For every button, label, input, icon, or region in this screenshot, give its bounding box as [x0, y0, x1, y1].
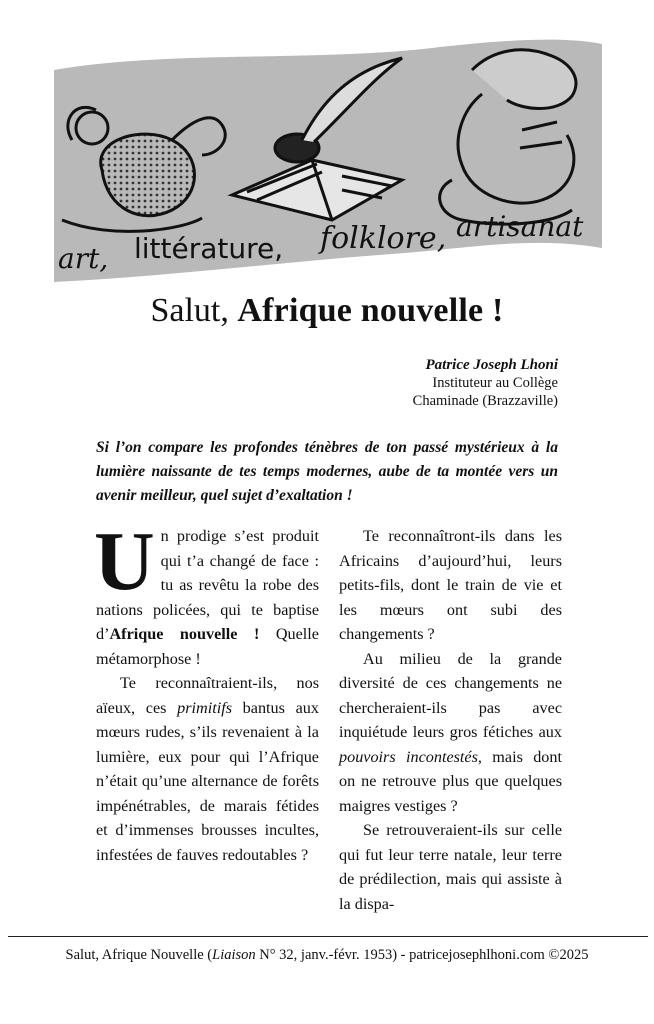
- footer-journal: Liaison: [212, 947, 256, 963]
- banner-word-folklore: folklore,: [320, 221, 447, 256]
- paragraph-4: [339, 647, 562, 819]
- article-body: [94, 515, 562, 924]
- paragraph-3: Te reconnaîtront-ils dans les Africains d’aujourd’hui, leurs petits-fils, dont le train de vie et les mœurs ont subi des changements ?: [339, 527, 562, 643]
- paragraph-2-end: bantus aux mœurs rudes, s’ils revenaient à la lumière, eux pour qui l’Afrique n’était qu’une alternance de forêts impénétrables, de marais fétides et d’immenses brousses incultes, infestées de fauves redoutables ?: [96, 698, 319, 864]
- footer-source: N° 32, janv.-févr. 1953) - patricejosephlhoni.com ©2025: [255, 947, 589, 963]
- paragraph-1-bold: Afrique nouvelle !: [109, 625, 260, 643]
- title-greeting: Salut,: [150, 292, 229, 329]
- paragraph-2-text: Te reconnaîtraient-ils, nos aïeux, ces: [96, 674, 319, 717]
- column-left: [94, 515, 319, 924]
- article-title: [0, 288, 654, 334]
- drop-cap: U: [94, 515, 155, 608]
- author-block: [413, 356, 558, 410]
- paragraph-1: [94, 515, 319, 671]
- banner-illustration: [52, 30, 604, 286]
- banner-word-litterature: littérature,: [134, 232, 284, 265]
- paragraph-1-end: Quelle métamorphose !: [96, 625, 319, 668]
- author-name: Patrice Joseph Lhoni: [425, 357, 558, 373]
- paragraph-4-text: Au milieu de la grande diversité de ces changements ne chercheraient-ils pas avec inquiétude leurs gros fétiches aux: [339, 649, 562, 741]
- header-banner: [52, 30, 604, 286]
- paragraph-1-text: n prodige s’est produit qui t’a changé de face : tu as revêtu la robe des nations policées, qui te baptise d’: [96, 527, 319, 643]
- paragraph-4-italic: pouvoirs incontestés: [339, 747, 478, 766]
- column-right: [339, 524, 562, 924]
- paragraph-4-end: , mais dont on ne retrouve plus que quelques maigres vestiges ?: [339, 747, 562, 815]
- author-role-2: Chaminade (Brazzaville): [412, 393, 558, 409]
- footer-text: Salut, Afrique Nouvelle (: [65, 947, 213, 963]
- paragraph-2: [96, 671, 319, 867]
- footer-divider: [8, 936, 648, 937]
- paragraph-5: Se retrouveraient-ils sur celle qui fut leur terre natale, leur terre de prédilection, mais qui assiste à la dispa-: [339, 821, 562, 913]
- paragraph-2-italic: primitifs: [177, 698, 232, 717]
- footer-citation: [0, 946, 654, 964]
- intro-paragraph: Si l’on compare les profondes ténèbres de ton passé mystérieux à la lumière naissante de tes temps modernes, aube de ta montée vers un avenir meilleur, quel sujet d’exaltation !: [96, 439, 558, 504]
- author-role-1: Instituteur au Collège: [432, 375, 558, 391]
- banner-word-art: art,: [58, 242, 109, 275]
- title-main: Afrique nouvelle !: [237, 292, 504, 329]
- banner-word-artisanat: artisanat: [456, 210, 584, 243]
